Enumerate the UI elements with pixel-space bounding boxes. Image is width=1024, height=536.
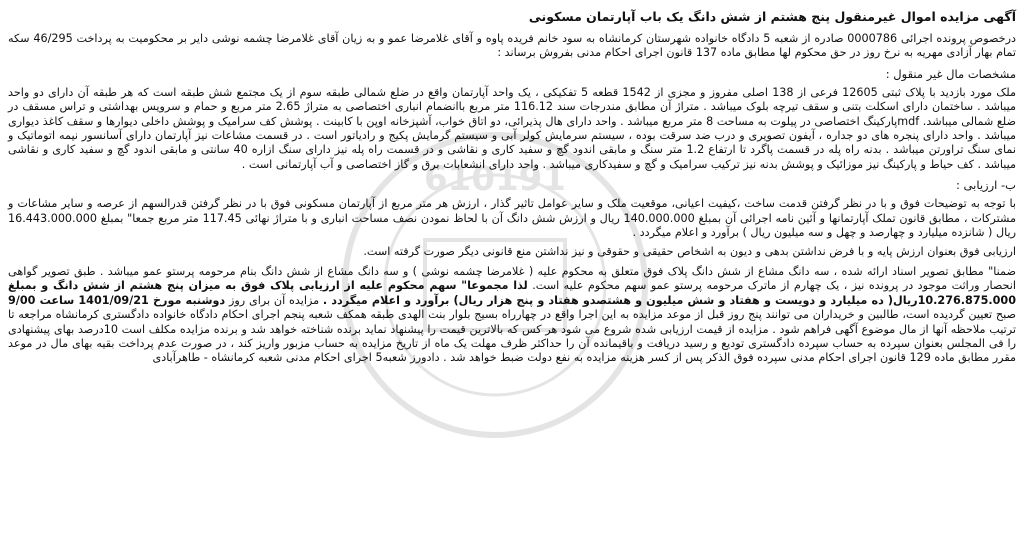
property-spec-heading: مشخصات مال غیر منقول : <box>885 66 1016 81</box>
intro-paragraph: درخصوص پرونده اجرائی 0000786 صادره از شعبه 5 دادگاه خانواده شهرستان کرمانشاه به سود خانم فریده پاوه و آقای غلامرضا عمو و به زیان آقای غلامرضا چشمه نوشی دایر بر محکومیت به پرداخت 46/295 سکه تمام بهار آزادی مهریه به نرخ روز در حق محکوم لها مطابق ماده 137 قانون اجرای احکام مدنی بفروش برساند : <box>8 32 1016 60</box>
ownership-note: ضمنا" مطابق تصویر اسناد ارائه شده ، سه دانگ مشاع از شش دانگ پلاک فوق متعلق به محکوم علیه ( غلامرضا چشمه نوشی ) و سه دانگ مشاع از شش دانگ بنام مرحومه پرستو عمو میباشد . طبق تصویر گواهی انحصار وراثت موجود در پرونده نیز ، یک چهارم از ماترک مرحومه پرستو عمو سهم محکوم علیه است. <box>8 264 1016 293</box>
assessment-heading: ب- ارزیابی : <box>956 178 1016 193</box>
assessment-paragraph: با توجه به توضیحات فوق و با در نظر گرفتن قدمت ساخت ،کیفیت اعیانی، موقعیت ملک و سایر عوامل تاثیر گذار ، ارزش هر متر مربع از آپارتمان مسکونی فوق با در نظر گرفتن قدرالسهم از عرصه و سایر مشاعات و مشترکات ، مطابق قانون تملک آپارتمانها و آئین نامه اجرائی آن بمبلغ 140.000.000 ریال و ارزش شش دانگ آن با لحاظ نمودن نصف مساحت انباری و با متراژ نهائی 117.45 متر مربع جمعا" بمبلغ 16.443.000.000 ریال ( شانزده میلیارد و چهارصد و چهل و سه میلیون ریال ) برآورد و اعلام میگردد . <box>8 197 1016 240</box>
notice-title: آگهی مزایده اموال غیرمنقول پنج هشتم از شش دانگ یک باب آپارتمان مسکونی <box>528 9 1016 24</box>
auction-date-lead: مزایده آن برای روز <box>228 293 320 307</box>
share-valuation-note: لذا مجموعا" سهم محکوم علیه از ارزیابی پلاک فوق به میزان پنج هشتم از شش دانگ و بمبلغ 10.276.875.000ریال( ده میلیارد و دویست و هفتاد و شش میلیون و هشتصدو هفتاد و پنج هزار ریال) برآورد و اعلام میگردد . <box>8 279 1016 307</box>
assessment-basis-paragraph: ارزیابی فوق بعنوان ارزش پایه و با فرض نداشتن بدهی و دیون به اشخاص حقیقی و حقوقی و نیز نداشتن منع قانونی دیگر صورت گرفته است. <box>363 245 1016 259</box>
closing-paragraph <box>8 265 1016 366</box>
property-spec-paragraph: ملک مورد بازدید با پلاک ثبتی 12605 فرعی از 138 اصلی مفروز و مجزی از 1542 قطعه 5 تفکیکی ، یک واحد آپارتمان واقع در ضلع شمالی طبقه سوم از یک مجتمع شش طبقه است که هر طبقه آن دارای دو واحد میباشد . ساختمان دارای اسکلت بتنی و سقف تیرچه بلوک میباشد . متراژ آن مطابق مندرجات سند 116.12 متر مربع باانضمام انباری اختصاصی به متراژ 2.65 متر مربع و حمام و سرویس بهداشتی و تراس مسقف در ضلع شمالی میباشد. mdfپارکینگ اختصاصی در پیلوت به مساحت 8 متر مربع میباشد . واحد دارای هال پذیرائی، دو اتاق خواب، آشپزخانه اوپن با کابینت . پوشش کف سرامیک و پوشش داخلی دیوارها و سقف کاغذ دیواری میباشد . واحد دارای پنجره های دو جداره ، آیفون تصویری و درب ضد سرقت بوده ، سیستم سرمایش کولر آبی و سیستم گرمایش پکیج و رادیاتور است . در قسمت مشاعات نیز آپارتمان دارای آسانسور نیمه اتوماتیک و نمای سنگ تراورتن میباشد . بدنه راه پله در قسمت پاگرد تا ارتفاع 1.2 متر سنگ و مابقی اندود گچ و سفید کاری و نقاشی و در قسمت راه پله نیز دارای سنگ ازاره 40 سانتی و مابقی اندود گچ و سفید کاری و نقاشی میباشد . کف حیاط و پارکینگ نیز موزائیک و پوشش بدنه نیز ترکیب سرامیک و گچ و سفیدکاری میباشد . واحد دارای انشعابات برق و گاز اختصاصی و آب آپارتمانی است . <box>8 85 1017 171</box>
auction-date-time: دوشنبه مورخ 1401/09/21 ساعت 9/00 <box>8 293 226 307</box>
svg-text:610191: 610191 <box>424 159 566 199</box>
auction-terms: صبح تعیین گردیده است، طالبین و خریداران می توانند پنج روز قبل از موعد مزایده به این اجرا واقع در چهارراه بسیج بلوار بنت الهدی طبقه همکف شعبه پنجم اجرای احکام دادگاه خانواده دادگستری کرمانشاه مراجعه تا ترتیب ملاحظه آنها از مال موضوع آگهی فراهم شود . مزایده از قیمت ارزیابی شده شروع می شود هر کس که بالاترین قیمت را پیشنهاد نماید برنده شناخته خواهد شد و برنده مزایده مکلف است 10درصد بهای پیشنهادی را فی المجلس بعنوان سپرده به حساب سپرده دادگستری تودیع و رسید دریافت و باقیمانده آن را حداکثر ظرف مهلت یک ماه از تاریخ مزایده به حساب مزبور واریز کند ، در صورت عدم پرداخت بقیه بهای مال در موعد مقرر مطابق ماده 129 قانون اجرای احکام مدنی سپرده فوق الذکر پس از کسر هزینه مزایده به نفع دولت ضبط خواهد شد . دادورز شعبه5 اجرای احکام مدنی شعبه کرمانشاه - طاهرآبادی <box>8 308 1016 365</box>
